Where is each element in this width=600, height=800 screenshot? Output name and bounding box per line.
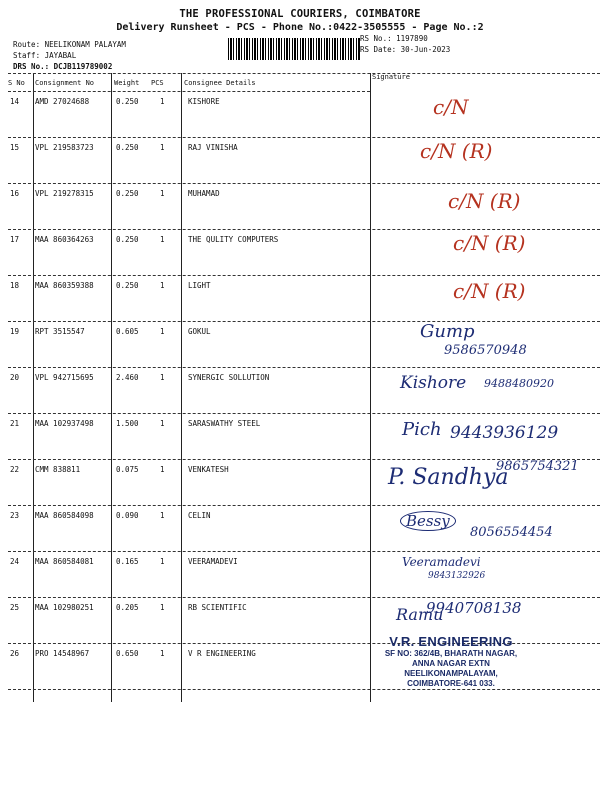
cell-pcs: 1 — [160, 143, 165, 152]
cell-consignee: LIGHT — [188, 281, 211, 290]
cell-sno: 18 — [10, 281, 20, 290]
cell-weight: 0.205 — [116, 603, 139, 612]
cell-pcs: 1 — [160, 373, 165, 382]
table-row — [8, 505, 600, 551]
cell-sno: 22 — [10, 465, 20, 474]
cell-consignee: RB SCIENTIFIC — [188, 603, 247, 612]
cell-sno: 17 — [10, 235, 20, 244]
signature-mark: c/N (R) — [453, 279, 526, 303]
col-header-pcs: PCS — [151, 79, 164, 87]
cell-pcs: 1 — [160, 511, 165, 520]
cell-sno: 21 — [10, 419, 20, 428]
stamp-line: COIMBATORE-641 033. — [407, 679, 495, 688]
cell-pcs: 1 — [160, 281, 165, 290]
cell-pcs: 1 — [160, 419, 165, 428]
table-row — [8, 183, 600, 229]
cell-sno: 15 — [10, 143, 20, 152]
cell-weight: 0.250 — [116, 143, 139, 152]
col-header-consignment: Consignment No — [35, 79, 95, 87]
cell-sno: 16 — [10, 189, 20, 198]
signature-phone: 9865754321 — [496, 459, 579, 474]
rs-number: RS No.: 1197890 — [360, 34, 428, 43]
drs-number: DRS No.: DCJB119789002 — [13, 62, 113, 71]
col-header-signature: Signature — [372, 73, 410, 81]
cell-consignee: RAJ VINISHA — [188, 143, 238, 152]
table-top-rule — [8, 73, 600, 74]
signature-mark: Gump — [420, 321, 475, 342]
signature-mark: Veeramadevi — [402, 555, 481, 569]
table-row — [8, 413, 600, 459]
route-label: Route: NEELIKONAM PALAYAM — [13, 40, 126, 49]
cell-weight: 0.250 — [116, 281, 139, 290]
cell-consignment: MAA 860584081 — [35, 557, 94, 566]
signature-phone: 9443936129 — [450, 423, 559, 443]
signature-mark: c/N (R) — [420, 139, 493, 163]
stamp-line: ANNA NAGAR EXTN — [412, 659, 490, 668]
cell-weight: 0.090 — [116, 511, 139, 520]
cell-consignment: VPL 219278315 — [35, 189, 94, 198]
cell-consignee: CELIN — [188, 511, 211, 520]
signature-phone: 9488480920 — [484, 377, 554, 390]
signature-phone: 9586570948 — [444, 343, 527, 358]
signature-mark: Pich — [402, 419, 442, 440]
cell-consignee: SARASWATHY STEEL — [188, 419, 261, 428]
col-header-sno: S No — [8, 79, 25, 87]
cell-consignment: MAA 860359388 — [35, 281, 94, 290]
cell-consignee: VENKATESH — [188, 465, 229, 474]
cell-consignee: SYNERGIC SOLLUTION — [188, 373, 270, 382]
cell-consignee: GOKUL — [188, 327, 211, 336]
barcode — [228, 38, 360, 60]
cell-consignment: PRO 14548967 — [35, 649, 90, 658]
cell-consignment: MAA 860584098 — [35, 511, 94, 520]
cell-weight: 0.605 — [116, 327, 139, 336]
table-row — [8, 459, 600, 505]
cell-consignee: MUHAMAD — [188, 189, 220, 198]
stamp-line: NEELIKONAMPALAYAM, — [404, 669, 498, 678]
cell-consignment: RPT 3515547 — [35, 327, 85, 336]
signature-mark: Bessy — [400, 511, 456, 531]
stamp-title: V.R. ENGINEERING — [389, 634, 513, 649]
cell-consignee: THE QULITY COMPUTERS — [188, 235, 279, 244]
cell-consignee: KISHORE — [188, 97, 220, 106]
row-rule — [8, 689, 600, 690]
cell-weight: 0.250 — [116, 97, 139, 106]
signature-phone: 9940708138 — [426, 599, 522, 617]
cell-consignment: VPL 219583723 — [35, 143, 94, 152]
cell-sno: 24 — [10, 557, 20, 566]
stamp-line: SF NO: 362/4B, BHARATH NAGAR, — [384, 649, 518, 658]
cell-sno: 25 — [10, 603, 20, 612]
cell-sno: 23 — [10, 511, 20, 520]
staff-label: Staff: JAYABAL — [13, 51, 77, 60]
company-title: THE PROFESSIONAL COURIERS, COIMBATORE — [179, 8, 421, 20]
table-row — [8, 367, 600, 413]
cell-pcs: 1 — [160, 603, 165, 612]
table-row — [8, 275, 600, 321]
signature-mark: c/N (R) — [453, 231, 526, 255]
company-stamp — [366, 634, 536, 689]
signature-mark: Kishore — [400, 373, 467, 393]
table-row — [8, 137, 600, 183]
cell-sno: 14 — [10, 97, 20, 106]
runsheet-table — [8, 73, 600, 702]
cell-pcs: 1 — [160, 649, 165, 658]
signature-mark: P. Sandhya — [388, 465, 509, 490]
cell-weight: 0.650 — [116, 649, 139, 658]
cell-sno: 19 — [10, 327, 20, 336]
table-row — [8, 91, 600, 137]
cell-consignment: MAA 860364263 — [35, 235, 94, 244]
cell-weight: 2.460 — [116, 373, 139, 382]
runsheet-subtitle: Delivery Runsheet - PCS - Phone No.:0422-3505555 - Page No.:2 — [116, 22, 484, 33]
cell-consignee: V R ENGINEERING — [188, 649, 256, 658]
cell-pcs: 1 — [160, 97, 165, 106]
cell-weight: 0.250 — [116, 189, 139, 198]
table-row — [8, 229, 600, 275]
signature-phone: 8056554454 — [470, 525, 553, 540]
col-header-consignee: Consignee Details — [184, 79, 256, 87]
cell-weight: 0.075 — [116, 465, 139, 474]
cell-pcs: 1 — [160, 327, 165, 336]
cell-weight: 0.165 — [116, 557, 139, 566]
cell-consignment: CMM 838811 — [35, 465, 81, 474]
cell-weight: 1.500 — [116, 419, 139, 428]
rs-date: RS Date: 30-Jun-2023 — [360, 45, 451, 54]
cell-pcs: 1 — [160, 557, 165, 566]
signature-mark: c/N (R) — [448, 189, 521, 213]
cell-weight: 0.250 — [116, 235, 139, 244]
signature-mark: c/N — [433, 95, 469, 119]
cell-consignment: MAA 102980251 — [35, 603, 94, 612]
cell-sno: 20 — [10, 373, 20, 382]
cell-consignment: AMD 27024688 — [35, 97, 90, 106]
cell-consignee: VEERAMADEVI — [188, 557, 238, 566]
table-row — [8, 551, 600, 597]
col-header-weight: Weight — [114, 79, 140, 87]
cell-sno: 26 — [10, 649, 20, 658]
cell-pcs: 1 — [160, 189, 165, 198]
cell-consignment: MAA 102937498 — [35, 419, 94, 428]
cell-pcs: 1 — [160, 465, 165, 474]
table-row — [8, 321, 600, 367]
cell-consignment: VPL 942715695 — [35, 373, 94, 382]
cell-pcs: 1 — [160, 235, 165, 244]
signature-mark: Ramu — [396, 605, 444, 624]
signature-phone: 9843132926 — [428, 571, 486, 581]
